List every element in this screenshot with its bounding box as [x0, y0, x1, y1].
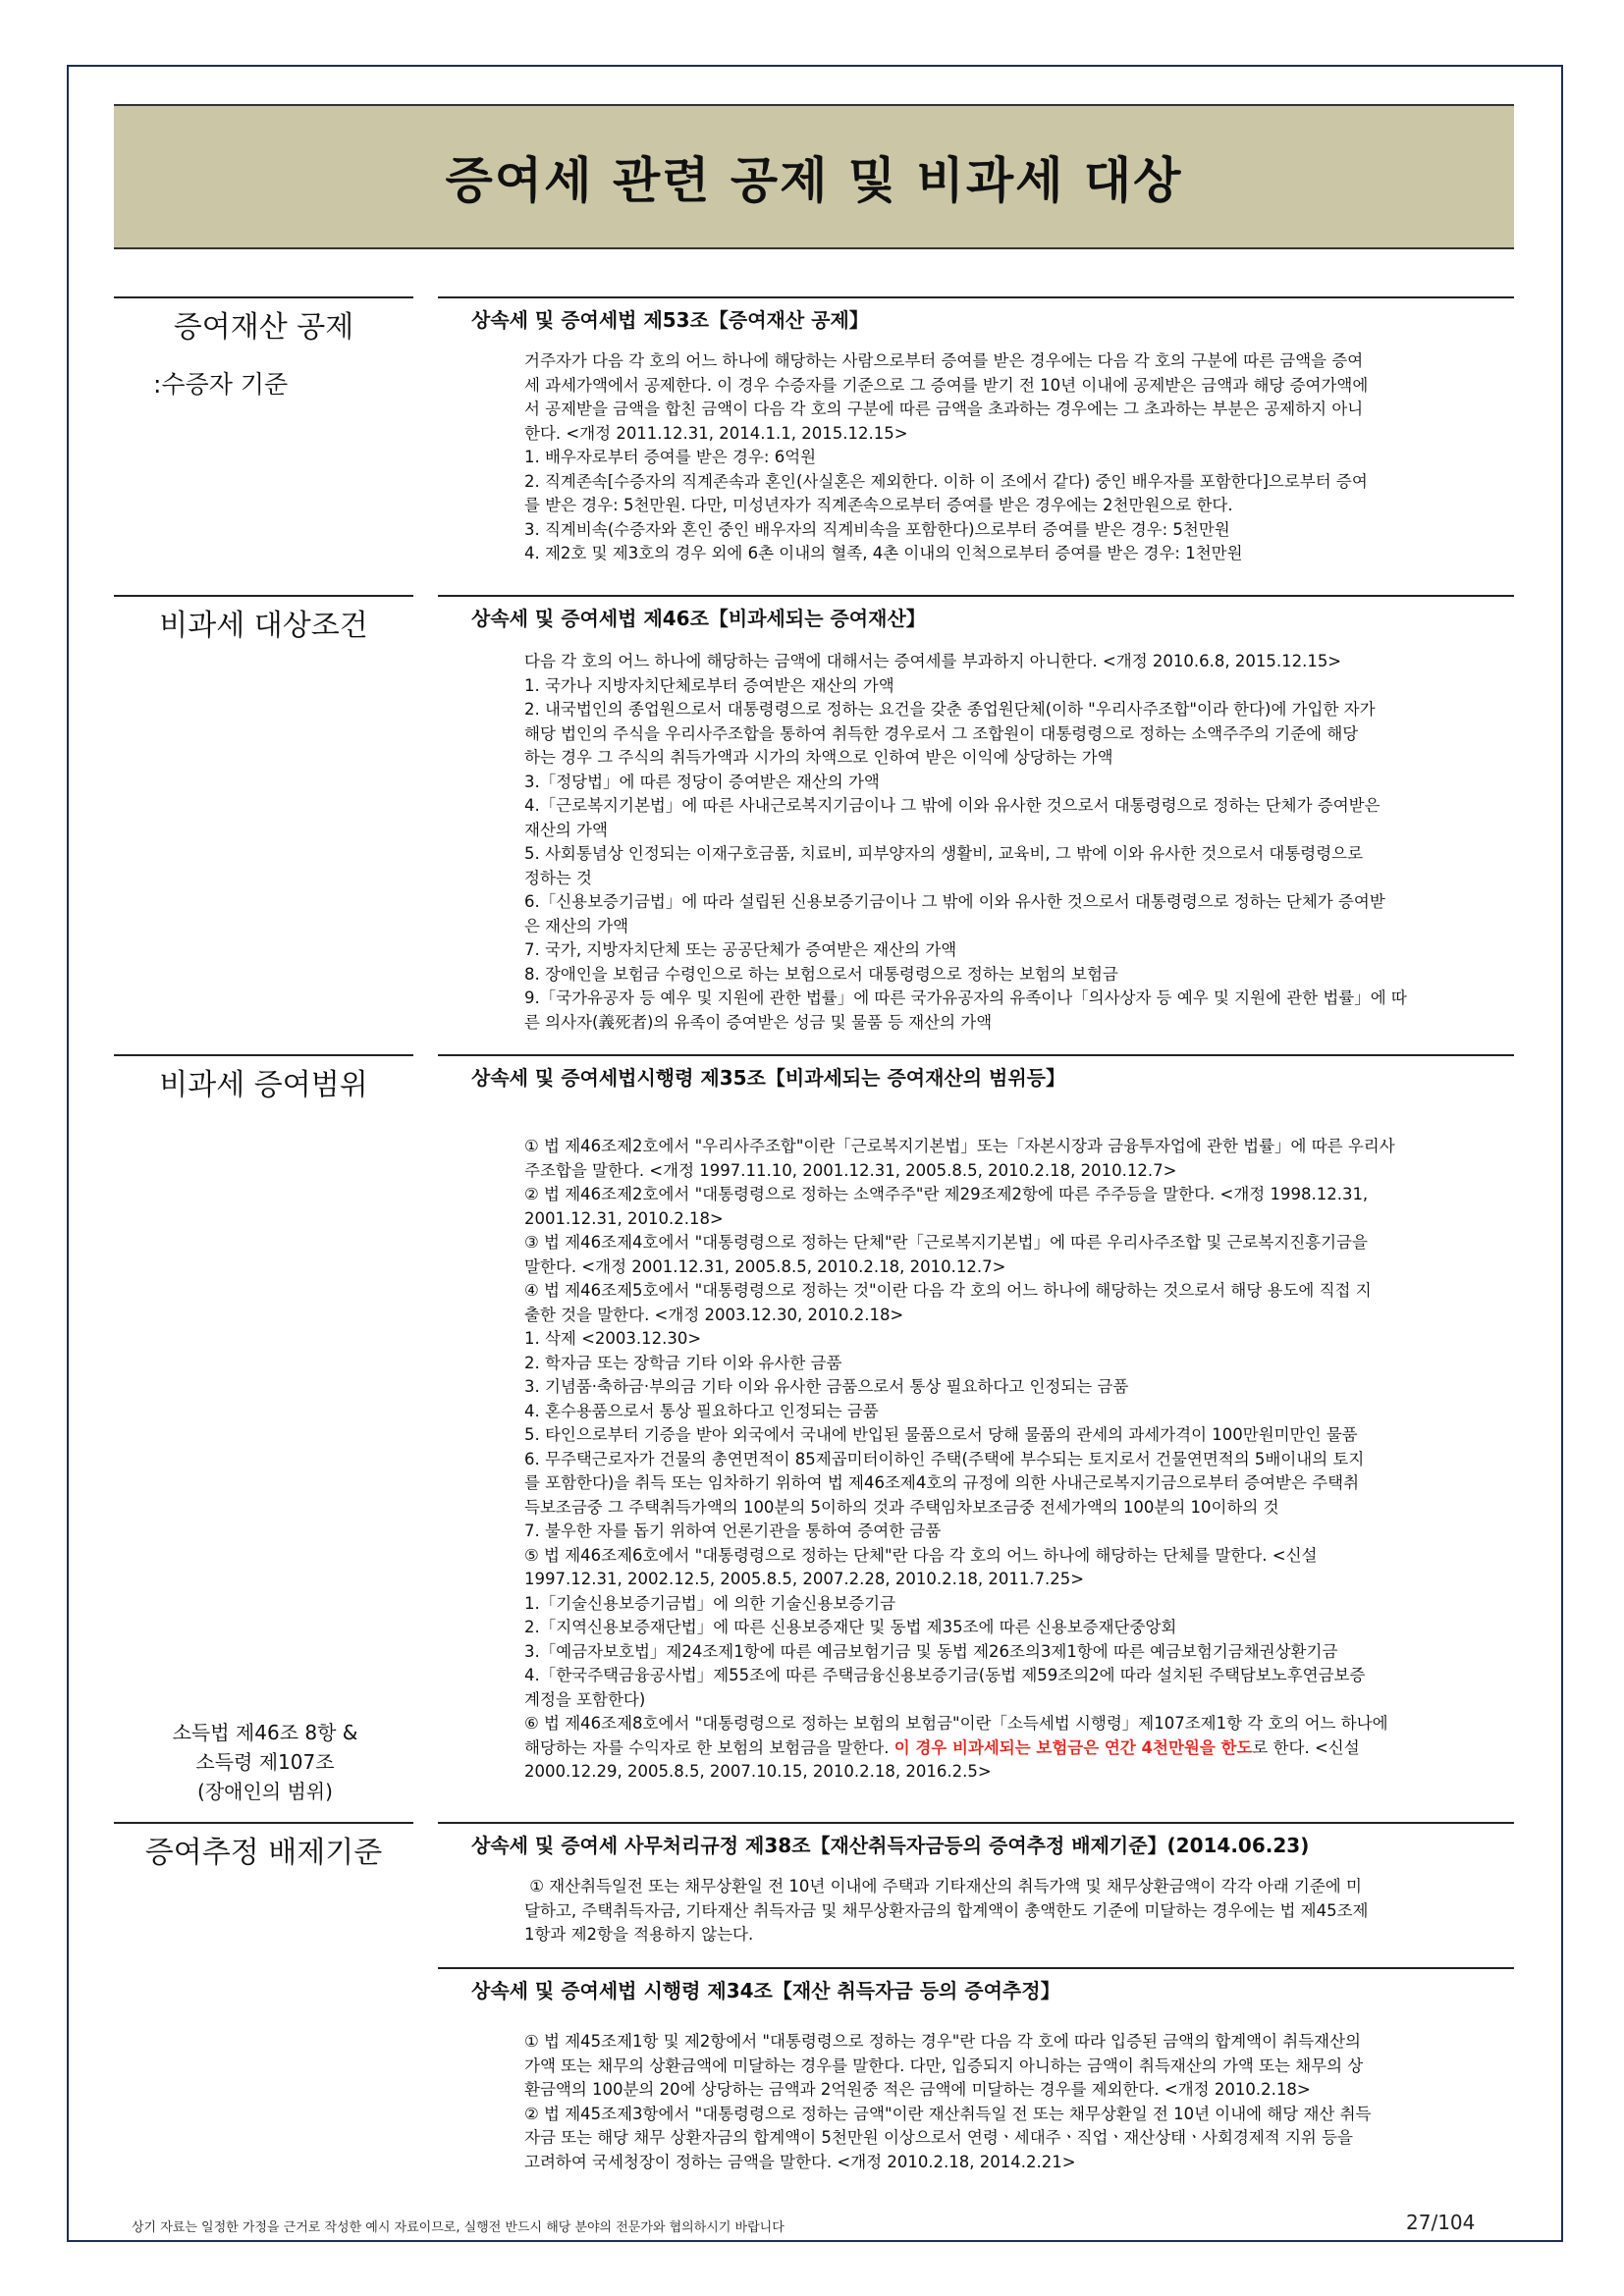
- section-2-left-header: [114, 595, 413, 644]
- section-1-left-header: [114, 296, 413, 400]
- footer-disclaimer: 상기 자료는 일정한 가정을 근거로 작성한 예시 자료이므로, 실행전 반드시 해당 분야의 전문가와 협의하시기 바랍니다: [132, 2220, 785, 2235]
- page-number: 27/104: [1406, 2211, 1476, 2234]
- section-2-heading: 상속세 및 증여세법 제46조【비과세되는 증여재산】: [471, 607, 926, 630]
- section-3-text-main: ① 법 제46조제2호에서 "우리사주조합"이란「근로복지기본법」또는「자본시장과 금융투자업에 관한 법률」에 따른 우리사 주조합을 말한다. <개정 1997.11.10, 2001.12.31, 2005.8.5, 2010.2.18, 2010.12.7> ② 법 제46조제2호에서 "대통령령으로 정하는 소액주주"란 제29조제2항에 따른 주주등을 말한다. <개정 1998.12.31, 2001.12.31, 2010.2.18> ③ 법 제46조제4호에서 "대통령령으로 정하는 단체"란「근로복지기본법」에 따른 우리사주조합 및 근로복지진흥기금을 말한다. <개정 2001.12.31, 2005.8.5, 2010.2.18, 2010.12.7> ④ 법 제46조제5호에서 "대통령령으로 정하는 것"이란 다음 각 호의 어느 하나에 해당하는 것으로서 해당 용도에 직접 지 출한 것을 말한다. <개정 2003.12.30, 2010.2.18> 1. 삭제 <2003.12.30> 2. 학자금 또는 장학금 기타 이와 유사한 금품 3. 기념품·축하금·부의금 기타 이와 유사한 금품으로서 통상 필요하다고 인정되는 금품 4. 혼수용품으로서 통상 필요하다고 인정되는 금품 5. 타인으로부터 기증을 받아 외국에서 국내에 반입된 물품으로서 당해 물품의 관세의 과세가격이 100만원미만인 물품 6. 무주택근로자가 건물의 총연면적이 85제곱미터이하인 주택(주택에 부수되는 토지로서 건물연면적의 5배이내의 토지 를 포함한다)을 취득 또는 임차하기 위하여 법 제46조제4호의 규정에 의한 사내근로복지기금으로부터 증여받은 주택취 득보조금중 그 주택취득가액의 100분의 5이하의 것과 주택임차보조금중 전세가액의 100분의 10이하의 것 7. 불우한 자를 돕기 위하여 언론기관을 통하여 증여한 금품 ⑤ 법 제46조제6호에서 "대통령령으로 정하는 단체"란 다음 각 호의 어느 하나에 해당하는 단체를 말한다. <신설 1997.12.31, 2002.12.5, 2005.8.5, 2007.2.28, 2010.2.18, 2011.7.25> 1.「기술신용보증기금법」에 의한 기술신용보증기금 2.「지역신용보증재단법」에 따른 신용보증재단 및 동법 제35조에 따른 신용보증재단중앙회 3.「예금자보호법」제24조제1항에 따른 예금보험기금 및 동법 제26조의3제1항에 따른 예금보험기금채권상환기금 4.「한국주택금융공사법」제55조에 따른 주택금융신용보증기금(동법 제59조의2에 따라 설치된 주택담보노후연금보증 계정을 포함한다) ⑥ 법 제46조제8호에서 "대통령령으로 정하는 보험의 보험금"이란「소득세법 시행령」제107조제1항 각 호의 어느 하나에 해당하는 자를 수익자로 한 보험의 보험금을 말한다.: [524, 1137, 1395, 1757]
- section-3-right-header: [438, 1054, 1514, 1091]
- section-2-right-header: [438, 595, 1514, 631]
- side-note-line-2: 소득령 제107조: [195, 1750, 335, 1774]
- section-4-left-header: [114, 1822, 413, 1871]
- section-4-right-header: [438, 1822, 1514, 1858]
- section-1-heading: 상속세 및 증여세법 제53조【증여재산 공제】: [471, 308, 869, 332]
- section-3-text: [524, 1135, 1516, 1785]
- side-note-line-3: (장애인의 범위): [197, 1780, 333, 1803]
- section-3-highlight: 이 경우 비과세되는 보험금은 연간 4천만원을 한도: [893, 1737, 1253, 1757]
- section-5-right-header: [438, 1967, 1514, 2003]
- section-1-label: 증여재산 공제: [173, 310, 354, 345]
- section-3-side-note: [98, 1718, 432, 1806]
- section-4-text: ① 재산취득일전 또는 채무상환일 전 10년 이내에 주택과 기타재산의 취득가액 및 채무상환금액이 각각 아래 기준에 미 달하고, 주택취득자금, 기타재산 취득자금 및 채무상환자금의 합계액이 총액한도 기준에 미달하는 경우에는 법 제45조제 1항과 제2항을 적용하지 않는다.: [524, 1877, 1369, 1944]
- section-1-sublabel: :수증자 기준: [153, 370, 289, 399]
- page-title: 증여세 관련 공제 및 비과세 대상: [445, 152, 1183, 209]
- section-4-label: 증여추정 배제기준: [144, 1836, 383, 1870]
- section-3-text-tail: 로 한다. <신설 2000.12.29, 2005.8.5, 2007.10.15, 2010.2.18, 2016.2.5>: [524, 1737, 1360, 1781]
- section-2-label: 비과세 대상조건: [159, 609, 368, 643]
- section-1-right-header: [438, 296, 1514, 333]
- section-5-text: ① 법 제45조제1항 및 제2항에서 "대통령령으로 정하는 경우"란 다음 각 호에 따라 입증된 금액의 합계액이 취득재산의 가액 또는 채무의 상환금액에 미달하는 경우를 말한다. 다만, 입증되지 아니하는 금액이 취득재산의 가액 또는 채무의 상 환금액의 100분의 20에 상당하는 금액과 2억원중 적은 금액에 미달하는 경우를 제외한다. <개정 2010.2.18> ② 법 제45조제3항에서 "대통령령으로 정하는 금액"이란 재산취득일 전 또는 채무상환일 전 10년 이내에 해당 재산 취득 자금 또는 해당 채무 상환자금의 합계액이 5천만원 이상으로서 연령ㆍ세대주ㆍ직업ㆍ재산상태ㆍ사회경제적 지위 등을 고려하여 국세청장이 정하는 금액을 말한다. <개정 2010.2.18, 2014.2.21>: [524, 2032, 1372, 2171]
- side-note-line-1: 소득법 제46조 8항 &: [172, 1721, 358, 1744]
- title-banner: [114, 104, 1514, 249]
- section-4-heading: 상속세 및 증여세 사무처리규정 제38조【재산취득자금등의 증여추정 배제기준】(2014.06.23): [471, 1834, 1310, 1857]
- section-3-left-header: [114, 1054, 413, 1103]
- section-1-text: 거주자가 다음 각 호의 어느 하나에 해당하는 사람으로부터 증여를 받은 경우에는 다음 각 호의 구분에 따른 금액을 증여 세 과세가액에서 공제한다. 이 경우 수증자를 기준으로 그 증여를 받기 전 10년 이내에 공제받은 금액과 해당 증여가액에 서 공제받을 금액을 합친 금액이 다음 각 호의 구분에 따른 금액을 초과하는 경우에는 그 초과하는 부분은 공제하지 아니 한다. <개정 2011.12.31, 2014.1.1, 2015.12.15> 1. 배우자로부터 증여를 받은 경우: 6억원 2. 직계존속[수증자의 직계존속과 혼인(사실혼은 제외한다. 이하 이 조에서 같다) 중인 배우자를 포함한다]으로부터 증여 를 받은 경우: 5천만원. 다만, 미성년자가 직계존속으로부터 증여를 받은 경우에는 2천만원으로 한다. 3. 직계비속(수증자와 혼인 중인 배우자의 직계비속을 포함한다)으로부터 증여를 받은 경우: 5천만원 4. 제2호 및 제3호의 경우 외에 6촌 이내의 혈족, 4촌 이내의 인척으로부터 증여를 받은 경우: 1천만원: [524, 351, 1369, 562]
- section-3-label: 비과세 증여범위: [159, 1068, 368, 1102]
- section-5-heading: 상속세 및 증여세법 시행령 제34조【재산 취득자금 등의 증여추정】: [471, 1979, 1060, 2002]
- section-2-text: 다음 각 호의 어느 하나에 해당하는 금액에 대해서는 증여세를 부과하지 아니한다. <개정 2010.6.8, 2015.12.15> 1. 국가나 지방자치단체로부터 증여받은 재산의 가액 2. 내국법인의 종업원으로서 대통령령으로 정하는 요건을 갖춘 종업원단체(이하 "우리사주조합"이라 한다)에 가입한 자가 해당 법인의 주식을 우리사주조합을 통하여 취득한 경우로서 그 조합원이 대통령령으로 정하는 소액주주의 기준에 해당 하는 경우 그 주식의 취득가액과 시가의 차액으로 인하여 받은 이익에 상당하는 가액 3.「정당법」에 따른 정당이 증여받은 재산의 가액 4.「근로복지기본법」에 따른 사내근로복지기금이나 그 밖에 이와 유사한 것으로서 대통령령으로 정하는 단체가 증여받은 재산의 가액 5. 사회통념상 인정되는 이재구호금품, 치료비, 피부양자의 생활비, 교육비, 그 밖에 이와 유사한 것으로서 대통령령으로 정하는 것 6.「신용보증기금법」에 따라 설립된 신용보증기금이나 그 밖에 이와 유사한 것으로서 대통령령으로 정하는 단체가 증여받 은 재산의 가액 7. 국가, 지방자치단체 또는 공공단체가 증여받은 재산의 가액 8. 장애인을 보험금 수령인으로 하는 보험으로서 대통령령으로 정하는 보험의 보험금 9.「국가유공자 등 예우 및 지원에 관한 법률」에 따른 국가유공자의 유족이나「의사상자 등 예우 및 지원에 관한 법률」에 따 른 의사자(義死者)의 유족이 증여받은 성금 및 물품 등 재산의 가액: [524, 652, 1407, 1032]
- section-3-heading: 상속세 및 증여세법시행령 제35조【비과세되는 증여재산의 범위등】: [471, 1066, 1065, 1090]
